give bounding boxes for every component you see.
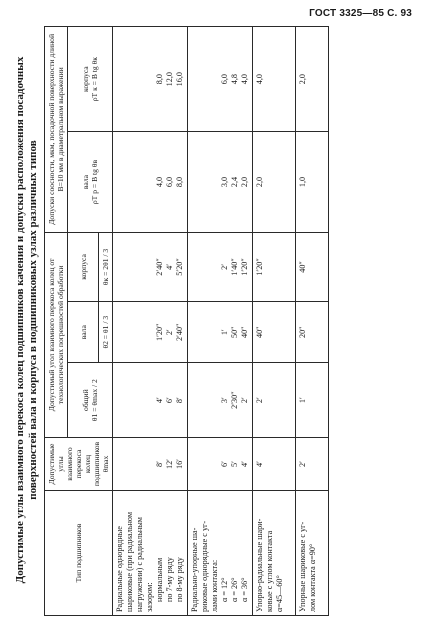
cell-housing	[296, 232, 329, 301]
alignment-spacer	[200, 305, 210, 359]
cell-housing	[188, 232, 253, 301]
table-row	[188, 27, 253, 616]
cell-coax-housing	[253, 27, 296, 132]
alignment-spacer	[145, 135, 155, 228]
header-coax-housing	[68, 27, 113, 132]
cell-theta-max	[188, 438, 253, 491]
cell-bearing-type	[296, 491, 329, 616]
bearing-type-line: шариковые (при радиальном	[125, 511, 134, 612]
alignment-spacer	[115, 441, 125, 487]
alignment-spacer	[200, 366, 210, 434]
cell-shaft	[188, 302, 253, 363]
cell-housing	[113, 232, 188, 301]
header-bearing-type: Тип подшипников	[45, 491, 113, 616]
alignment-spacer	[115, 30, 125, 128]
alignment-spacer	[210, 441, 220, 487]
alignment-spacer	[200, 441, 210, 487]
header-shaft: вала	[68, 302, 99, 363]
cell-value: 2,0	[298, 74, 307, 85]
cell-housing	[253, 232, 296, 301]
cell-value: 8,0	[175, 176, 184, 188]
header-coax-shaft-formula: ρТ р = B tg θв	[90, 159, 99, 205]
cell-value: 2′40″	[175, 323, 184, 341]
cell-value: 2,0	[255, 176, 264, 188]
bearing-subtype-line: α = 12°	[220, 577, 229, 602]
alignment-spacer	[135, 305, 145, 359]
cell-value: 2′	[240, 397, 249, 404]
cell-value: 1′20″	[240, 258, 249, 276]
alignment-spacer	[125, 305, 135, 359]
bearing-subtype-line: по 7-му ряду	[165, 557, 174, 602]
cell-coax-shaft	[188, 132, 253, 232]
alignment-spacer	[145, 305, 155, 359]
cell-bearing-type	[253, 491, 296, 616]
alignment-spacer	[210, 236, 220, 298]
cell-shaft	[113, 302, 188, 363]
cell-value: 4′	[255, 461, 264, 467]
cell-value: 2′	[220, 264, 229, 270]
alignment-spacer	[135, 441, 145, 487]
alignment-spacer	[210, 305, 220, 359]
alignment-spacer	[115, 236, 125, 298]
cell-coax-shaft	[113, 132, 188, 232]
cell-value: 50″	[230, 326, 239, 339]
alignment-spacer	[200, 135, 210, 228]
alignment-spacer	[115, 305, 125, 359]
cell-value: 2′	[165, 329, 174, 336]
header-total	[68, 363, 113, 438]
cell-value: 8,0	[155, 74, 164, 85]
alignment-spacer	[135, 236, 145, 298]
header-total-formula: θ1 = θmax / 2	[90, 379, 99, 422]
bearing-subtype-line: по 8-му ряду	[175, 557, 184, 602]
cell-value: 6′	[165, 397, 174, 404]
cell-value: 12′	[165, 459, 174, 469]
cell-coax-shaft	[296, 132, 329, 232]
cell-value: 1′40″	[230, 258, 239, 276]
cell-value: 6′	[220, 461, 229, 467]
cell-shaft	[253, 302, 296, 363]
alignment-spacer	[135, 366, 145, 434]
cell-value: 5′	[230, 461, 239, 467]
cell-value: 4′	[155, 397, 164, 404]
header-coax-shaft-label: вала	[81, 174, 90, 190]
cell-value: 1′20″	[155, 323, 164, 341]
header-coaxiality-group: Допуски соосности, мкм, посадочной поверхности длиной B=10 мм в диаметральном выражении	[45, 27, 68, 233]
table-body	[113, 27, 329, 616]
alignment-spacer	[135, 135, 145, 228]
bearing-type-line: зазором:	[145, 582, 154, 612]
cell-value: 1′20″	[255, 258, 264, 276]
cell-total	[188, 363, 253, 438]
bearing-type-line: нагружении) с радиальным	[135, 517, 144, 612]
header-coax-housing-formula: ρТ к = B tg θк	[90, 57, 99, 102]
cell-coax-housing	[188, 27, 253, 132]
cell-value: 3′	[220, 397, 229, 404]
alignment-spacer	[190, 366, 200, 434]
alignment-spacer	[200, 236, 210, 298]
alignment-spacer	[210, 366, 220, 434]
bearing-subtype-line: нормальным	[155, 557, 164, 602]
cell-theta-max	[113, 438, 188, 491]
cell-total	[253, 363, 296, 438]
alignment-spacer	[210, 30, 220, 128]
page-header: ГОСТ 3325—85 С. 93	[309, 8, 412, 19]
bearing-type-line: Радиальные однорядные	[115, 526, 124, 612]
alignment-spacer	[125, 135, 135, 228]
cell-value: 2,0	[240, 176, 249, 188]
cell-value: 1′	[298, 397, 307, 404]
cell-value: 3,0	[220, 176, 229, 188]
cell-value: 40″	[240, 326, 249, 339]
header-housing-formula: θк = 2θ1 / 3	[99, 232, 113, 301]
cell-theta-max	[253, 438, 296, 491]
table-row	[113, 27, 188, 616]
cell-total	[113, 363, 188, 438]
header-permissible-angle: Допустимые углы взаимного перекоса колец подшипников θmax	[45, 438, 113, 491]
cell-value: 4′	[165, 264, 174, 270]
cell-value: 6,0	[165, 176, 174, 188]
cell-value: 1,0	[298, 176, 307, 188]
alignment-spacer	[190, 305, 200, 359]
alignment-spacer	[115, 366, 125, 434]
bearing-type-line: Упорно-радиальные шари-	[255, 518, 264, 612]
cell-bearing-type	[188, 491, 253, 616]
table-title: Допустимые углы взаимного перекоса колец подшипников качения и допуски расположения посадочных поверхностей вала и корпуса в подшипниковых узлах различных типов	[14, 56, 39, 584]
alignment-spacer	[145, 366, 155, 434]
cell-value: 20″	[298, 326, 307, 339]
cell-value: 2′40″	[155, 258, 164, 276]
cell-value: 2,4	[230, 176, 239, 188]
cell-value: 4,0	[155, 176, 164, 188]
cell-total	[296, 363, 329, 438]
bearing-type-line: α=45—60°	[275, 575, 284, 612]
cell-value: 4′	[240, 461, 249, 467]
bearing-subtype-line: α = 26°	[230, 577, 239, 602]
cell-value: 16′	[175, 459, 184, 469]
alignment-spacer	[115, 135, 125, 228]
header-row-1	[45, 27, 68, 616]
alignment-spacer	[125, 366, 135, 434]
table-row	[296, 27, 329, 616]
cell-value: 40″	[298, 261, 307, 273]
cell-coax-housing	[296, 27, 329, 132]
alignment-spacer	[190, 30, 200, 128]
cell-value: 4,0	[255, 74, 264, 85]
cell-value: 4,0	[240, 74, 249, 85]
cell-theta-max	[296, 438, 329, 491]
bearing-subtype-line: α = 36°	[240, 577, 249, 602]
cell-value: 8′	[155, 461, 164, 467]
alignment-spacer	[190, 236, 200, 298]
cell-value: 16,0	[175, 71, 184, 87]
bearing-type-line: риковые однорядные с уг-	[200, 520, 209, 612]
header-coax-housing-label: корпуса	[81, 66, 90, 92]
header-misalignment-group: Допустимый угол взаимного перекоса колец от технологических погрешностей обработки	[45, 232, 68, 437]
cell-value: 2′30″	[230, 391, 239, 409]
cell-value: 40″	[255, 326, 264, 339]
header-coax-shaft	[68, 132, 113, 232]
bearing-type-line: Упорные шариковые с уг-	[298, 521, 307, 612]
cell-value: 4,8	[230, 74, 239, 85]
cell-value: 6,0	[220, 74, 229, 85]
cell-shaft	[296, 302, 329, 363]
alignment-spacer	[190, 441, 200, 487]
alignment-spacer	[125, 30, 135, 128]
alignment-spacer	[135, 30, 145, 128]
bearing-type-line: лом контакта α=90°	[308, 543, 317, 612]
tolerance-table	[44, 26, 329, 616]
header-total-label: общий	[81, 389, 90, 411]
alignment-spacer	[145, 236, 155, 298]
alignment-spacer	[190, 135, 200, 228]
bearing-type-line: Радиально-упорные ша-	[190, 527, 199, 612]
alignment-spacer	[125, 236, 135, 298]
alignment-spacer	[210, 135, 220, 228]
bearing-type-line: ковые с углом контакта	[265, 530, 274, 612]
alignment-spacer	[125, 441, 135, 487]
alignment-spacer	[145, 441, 155, 487]
cell-value: 2′	[298, 461, 307, 467]
alignment-spacer	[145, 30, 155, 128]
header-housing: корпуса	[68, 232, 99, 301]
header-shaft-formula: θ2 = θ1 / 3	[99, 302, 113, 363]
cell-value: 8′	[175, 397, 184, 404]
cell-value: 1′	[220, 329, 229, 336]
cell-coax-housing	[113, 27, 188, 132]
cell-value: 5′20″	[175, 258, 184, 276]
cell-value: 2′	[255, 397, 264, 404]
cell-value: 12,0	[165, 71, 174, 87]
bearing-type-line: лами контакта:	[210, 559, 219, 612]
cell-bearing-type	[113, 491, 188, 616]
table-row	[253, 27, 296, 616]
alignment-spacer	[200, 30, 210, 128]
rotated-page-content	[14, 20, 404, 620]
cell-coax-shaft	[253, 132, 296, 232]
